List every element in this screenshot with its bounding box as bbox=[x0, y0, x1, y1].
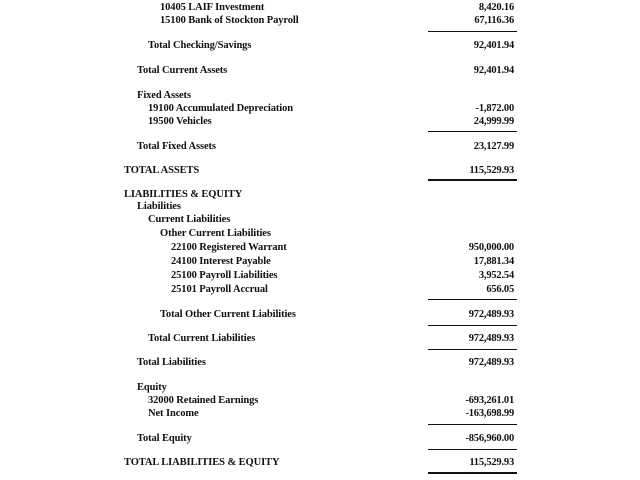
account-label: 19100 Accumulated Depreciation bbox=[148, 103, 293, 114]
section-heading: Equity bbox=[137, 382, 167, 393]
subtotal-rule bbox=[428, 131, 517, 132]
row-registered-warrant bbox=[0, 241, 640, 255]
account-amount: -1,872.00 bbox=[475, 103, 514, 114]
account-label: 25101 Payroll Accrual bbox=[171, 284, 268, 295]
total-label: Total Other Current Liabilities bbox=[160, 309, 296, 320]
account-amount: 67,116.36 bbox=[474, 15, 514, 26]
row-equity-header bbox=[0, 381, 640, 395]
row-laif-investment bbox=[0, 1, 640, 15]
row-total-other-current-liabilities bbox=[0, 308, 640, 322]
grand-total-label: TOTAL ASSETS bbox=[124, 165, 200, 176]
subtotal-rule bbox=[428, 325, 517, 326]
subtotal-rule bbox=[428, 449, 517, 450]
section-heading: Fixed Assets bbox=[137, 90, 191, 101]
account-amount: 656.05 bbox=[486, 284, 514, 295]
row-bank-of-stockton-payroll bbox=[0, 14, 640, 28]
section-heading: Liabilities bbox=[137, 201, 181, 212]
row-fixed-assets-header bbox=[0, 89, 640, 103]
total-amount: 972,489.93 bbox=[468, 309, 514, 320]
total-label: Total Fixed Assets bbox=[137, 141, 216, 152]
total-amount: 92,401.94 bbox=[473, 40, 514, 51]
row-total-assets bbox=[0, 164, 640, 178]
row-total-fixed-assets bbox=[0, 140, 640, 154]
grand-total-amount: 115,529.93 bbox=[469, 457, 514, 468]
account-amount: 3,952.54 bbox=[478, 270, 514, 281]
total-label: Total Current Assets bbox=[137, 65, 228, 76]
total-label: Total Current Liabilities bbox=[148, 333, 256, 344]
row-total-current-assets bbox=[0, 64, 640, 78]
row-total-current-liabilities bbox=[0, 332, 640, 346]
total-label: Total Equity bbox=[137, 433, 192, 444]
row-total-equity bbox=[0, 432, 640, 446]
row-other-current-liabilities-header bbox=[0, 227, 640, 241]
subtotal-rule bbox=[428, 299, 517, 300]
section-heading: Current Liabilities bbox=[148, 214, 231, 225]
account-amount: 950,000.00 bbox=[468, 242, 514, 253]
row-interest-payable bbox=[0, 255, 640, 269]
account-label: 15100 Bank of Stockton Payroll bbox=[160, 15, 299, 26]
account-amount: 8,420.16 bbox=[478, 2, 514, 13]
account-label: Net Income bbox=[148, 408, 199, 419]
total-amount: 92,401.94 bbox=[473, 65, 514, 76]
row-net-income bbox=[0, 407, 640, 421]
grand-total-amount: 115,529.93 bbox=[469, 165, 514, 176]
account-label: 24100 Interest Payable bbox=[171, 256, 271, 267]
account-label: 10405 LAIF Investment bbox=[160, 2, 265, 13]
row-retained-earnings bbox=[0, 394, 640, 408]
row-total-liabilities bbox=[0, 356, 640, 370]
total-amount: 972,489.93 bbox=[468, 357, 514, 368]
total-label: Total Checking/Savings bbox=[148, 40, 252, 51]
account-amount: -693,261.01 bbox=[465, 395, 514, 406]
double-rule bbox=[428, 472, 517, 474]
double-rule bbox=[428, 179, 517, 181]
row-payroll-accrual bbox=[0, 283, 640, 297]
account-label: 25100 Payroll Liabilities bbox=[171, 270, 278, 281]
account-label: 19500 Vehicles bbox=[148, 116, 212, 127]
total-amount: 972,489.93 bbox=[468, 333, 514, 344]
total-label: Total Liabilities bbox=[137, 357, 206, 368]
row-current-liabilities-header bbox=[0, 213, 640, 227]
row-liabilities-header bbox=[0, 200, 640, 214]
subtotal-rule bbox=[428, 424, 517, 425]
subtotal-rule bbox=[428, 349, 517, 350]
row-total-liabilities-equity bbox=[0, 456, 640, 470]
account-label: 32000 Retained Earnings bbox=[148, 395, 259, 406]
row-total-checking-savings bbox=[0, 39, 640, 53]
grand-total-label: TOTAL LIABILITIES & EQUITY bbox=[124, 457, 280, 468]
subtotal-rule bbox=[428, 31, 517, 32]
row-accumulated-depreciation bbox=[0, 102, 640, 116]
account-amount: 24,999.99 bbox=[473, 116, 514, 127]
total-amount: 23,127.99 bbox=[473, 141, 514, 152]
row-vehicles bbox=[0, 115, 640, 129]
account-amount: -163,698.99 bbox=[465, 408, 514, 419]
section-heading: Other Current Liabilities bbox=[160, 228, 271, 239]
account-amount: 17,881.34 bbox=[473, 256, 514, 267]
account-label: 22100 Registered Warrant bbox=[171, 242, 287, 253]
total-amount: -856,960.00 bbox=[465, 433, 514, 444]
row-payroll-liabilities bbox=[0, 269, 640, 283]
section-heading: LIABILITIES & EQUITY bbox=[124, 189, 243, 200]
